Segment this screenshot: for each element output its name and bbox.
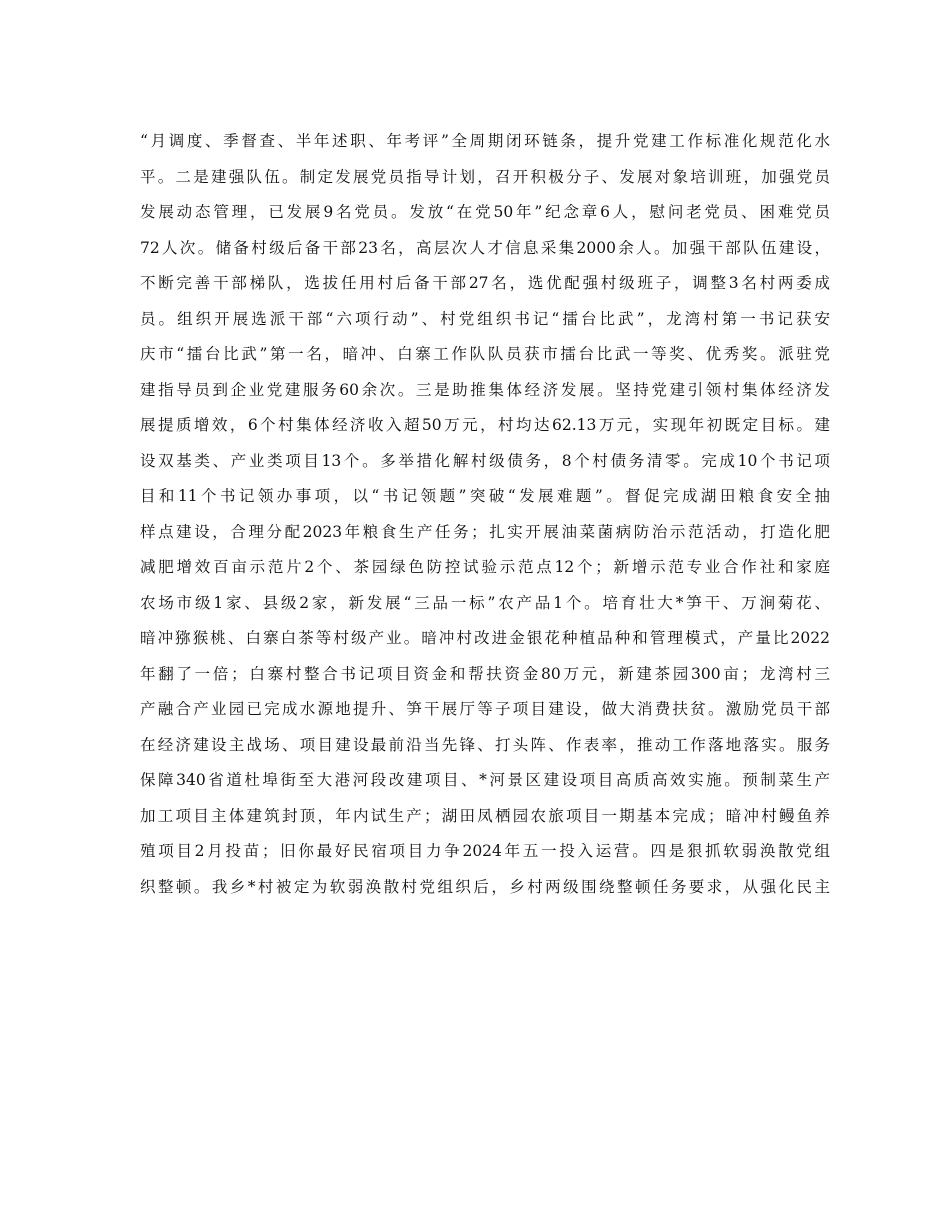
text-line: 产融合产业园已完成水源地提升、笋干展厅等子项目建设，做大消费扶贫。激励党员干部 (140, 700, 830, 718)
text-line: 农场市级1家、县级2家，新发展“三品一标”农产品1个。培育壮大*笋干、万涧菊花、 (140, 593, 830, 612)
text-line: 年翻了一倍；白寨村整合书记项目资金和帮扶资金80万元，新建茶园300亩；龙湾村三 (140, 664, 830, 683)
text-line: 样点建设，合理分配2023年粮食生产任务；扎实开展油菜菌病防治示范活动，打造化肥 (140, 522, 830, 541)
text-line: 保障340省道杜埠街至大港河段改建项目、*河景区建设项目高质高效实施。预制菜生产 (140, 771, 830, 789)
text-line: 目和11个书记领办事项，以“书记领题”突破“发展难题”。督促完成湖田粮食安全抽 (140, 487, 830, 505)
text-line: 不断完善干部梯队，选拔任用村后备干部27名，选优配强村级班子，调整3名村两委成 (140, 274, 830, 292)
text-line: 发展动态管理，已发展9名党员。发放“在党50年”纪念章6人，慰问老党员、困难党员 (140, 203, 830, 221)
text-line: 加工项目主体建筑封顶，年内试生产；湖田凤栖园农旅项目一期基本完成；暗冲村鳗鱼养 (140, 806, 830, 825)
text-line: 减肥增效百亩示范片2个、茶园绿色防控试验示范点12个；新增示范专业合作社和家庭 (140, 558, 830, 576)
text-line: 平。二是建强队伍。制定发展党员指导计划，召开积极分子、发展对象培训班，加强党员 (140, 167, 830, 186)
text-line: 庆市“擂台比武”第一名，暗冲、白寨工作队队员获市擂台比武一等奖、优秀奖。派驻党 (140, 345, 830, 363)
text-line: 建指导员到企业党建服务60余次。三是助推集体经济发展。坚持党建引领村集体经济发 (140, 380, 830, 399)
text-line: 设双基类、产业类项目13个。多举措化解村级债务，8个村债务清零。完成10个书记项 (140, 451, 830, 470)
text-line: 殖项目2月投苗；旧你最好民宿项目力争2024年五一投入运营。四是狠抓软弱涣散党组 (140, 842, 830, 860)
text-line: 暗冲猕猴桃、白寨白茶等村级产业。暗冲村改进金银花种植品种和管理模式，产量比2022 (140, 629, 830, 647)
text-line: 在经济建设主战场、项目建设最前沿当先锋、打头阵、作表率，推动工作落地落实。服务 (140, 735, 830, 754)
text-line: “月调度、季督查、半年述职、年考评”全周期闭环链条，提升党建工作标准化规范化水 (140, 132, 830, 150)
text-line: 员。组织开展选派干部“六项行动”、村党组织书记“擂台比武”，龙湾村第一书记获安 (140, 309, 830, 328)
text-line: 展提质增效，6个村集体经济收入超50万元，村均达62.13万元，实现年初既定目标。建 (140, 416, 830, 434)
body-text (140, 124, 830, 905)
text-line: 72人次。储备村级后备干部23名，高层次人才信息采集2000余人。加强干部队伍建设， (140, 238, 830, 257)
text-line: 织整顿。我乡*村被定为软弱涣散村党组织后，乡村两级围绕整顿任务要求，从强化民主 (140, 877, 830, 896)
